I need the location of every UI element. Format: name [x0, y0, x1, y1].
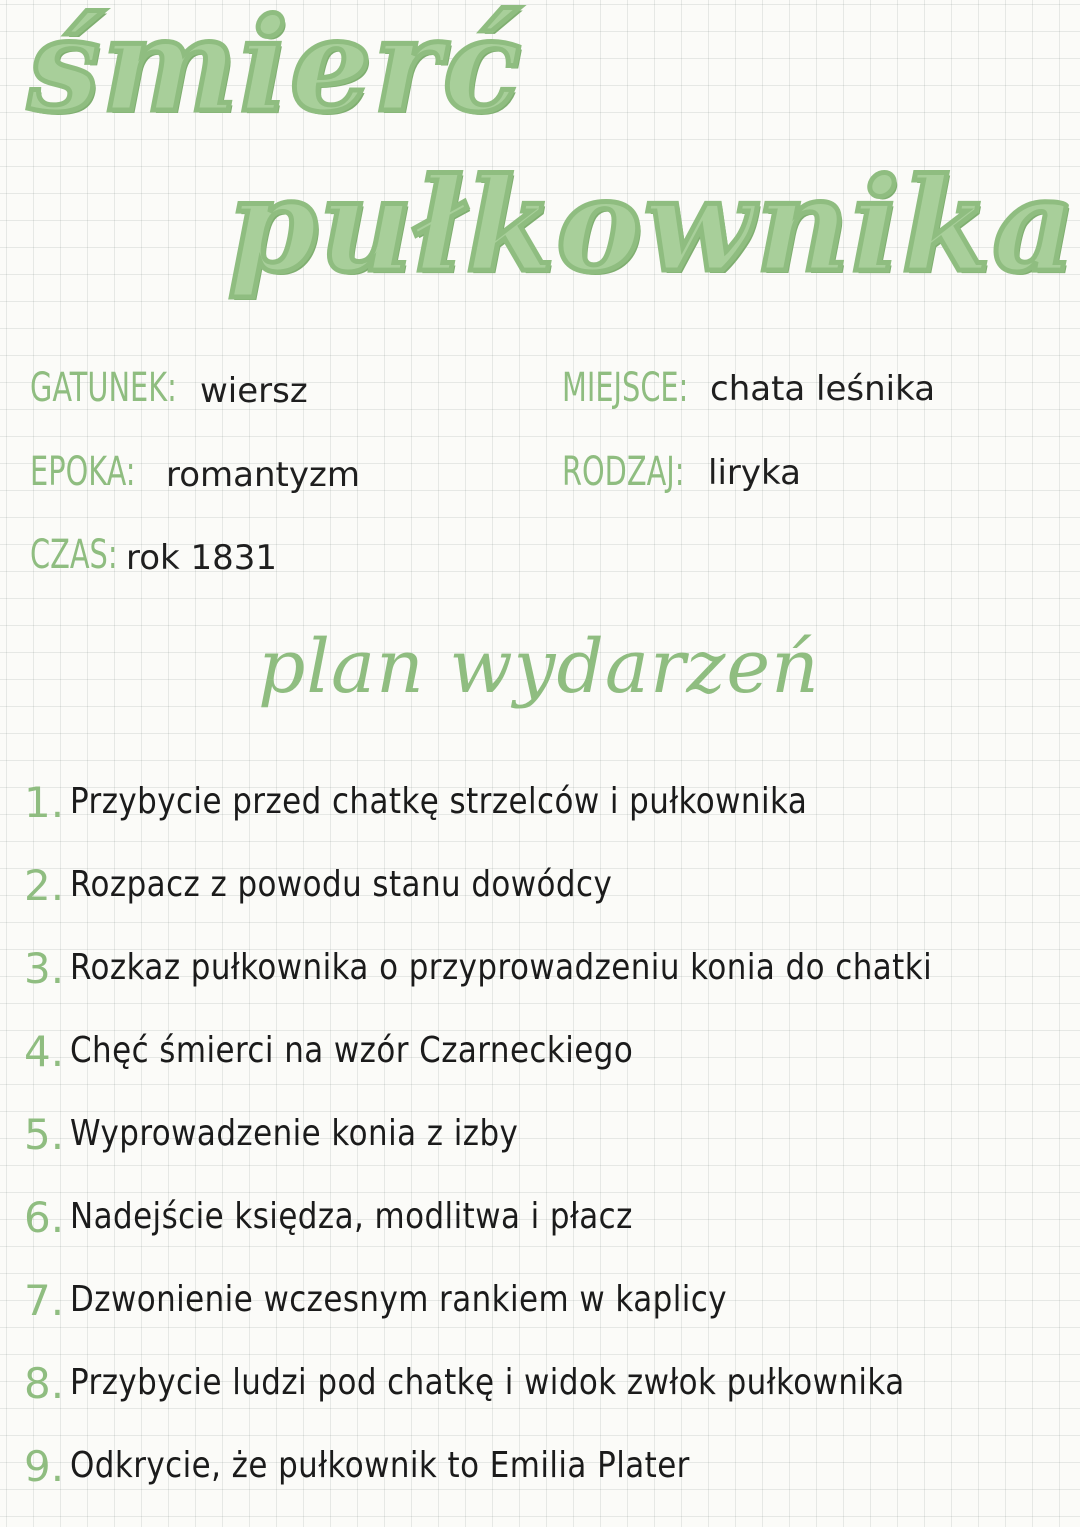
plan-item-number: 6. [24, 1193, 65, 1242]
meta-epoka-label: EPOKA: [30, 449, 136, 495]
plan-item-number: 8. [24, 1359, 65, 1408]
meta-miejsce-label: MIEJSCE: [562, 365, 689, 411]
meta-rodzaj-label: RODZAJ: [562, 449, 685, 495]
plan-item-text: Odkrycie, że pułkownik to Emilia Plater [70, 1445, 690, 1486]
plan-item [24, 1359, 1064, 1442]
plan-item-number: 1. [24, 778, 65, 827]
meta-czas [30, 532, 278, 578]
meta-rodzaj-value: liryka [708, 453, 801, 493]
meta-epoka-value: romantyzm [166, 455, 360, 495]
plan-item-text: Chęć śmierci na wzór Czarneckiego [70, 1030, 634, 1071]
meta-miejsce-value: chata leśnika [710, 369, 936, 409]
plan-item [24, 778, 1064, 861]
plan-item-text: Rozkaz pułkownika o przyprowadzeniu konia do chatki [70, 947, 933, 988]
meta-gatunek [30, 365, 308, 411]
plan-item [24, 1110, 1064, 1193]
plan-item-text: Rozpacz z powodu stanu dowódcy [70, 864, 613, 905]
plan-item-number: 4. [24, 1027, 65, 1076]
plan-item-text: Przybycie ludzi pod chatkę i widok zwłok pułkownika [70, 1362, 905, 1403]
meta-miejsce [562, 365, 936, 411]
meta-czas-value: rok 1831 [126, 538, 278, 578]
plan-item [24, 944, 1064, 1027]
plan-item-text: Nadejście księdza, modlitwa i płacz [70, 1196, 633, 1237]
plan-item [24, 1276, 1064, 1359]
plan-item-number: 5. [24, 1110, 65, 1159]
meta-czas-label: CZAS: [30, 532, 118, 578]
plan-item-number: 3. [24, 944, 65, 993]
plan-item-number: 2. [24, 861, 65, 910]
plan-item [24, 1442, 1064, 1525]
meta-rodzaj [562, 449, 801, 495]
meta-epoka [30, 449, 360, 495]
plan-item-number: 9. [24, 1442, 65, 1491]
page-title-line-1: śmierć [28, 0, 523, 141]
plan-item-text: Przybycie przed chatkę strzelców i pułkownika [70, 781, 808, 822]
plan-heading: plan wydarzeń [258, 624, 820, 710]
plan-item-number: 7. [24, 1276, 65, 1325]
meta-gatunek-value: wiersz [200, 371, 308, 411]
meta-gatunek-label: GATUNEK: [30, 365, 177, 411]
plan-item-text: Wyprowadzenie konia z izby [70, 1113, 519, 1154]
plan-item-text: Dzwonienie wczesnym rankiem w kaplicy [70, 1279, 727, 1320]
plan-list [24, 778, 1064, 1525]
plan-item [24, 1027, 1064, 1110]
plan-item [24, 861, 1064, 944]
page-title-line-2: pułkownika [228, 151, 1078, 301]
plan-item [24, 1193, 1064, 1276]
